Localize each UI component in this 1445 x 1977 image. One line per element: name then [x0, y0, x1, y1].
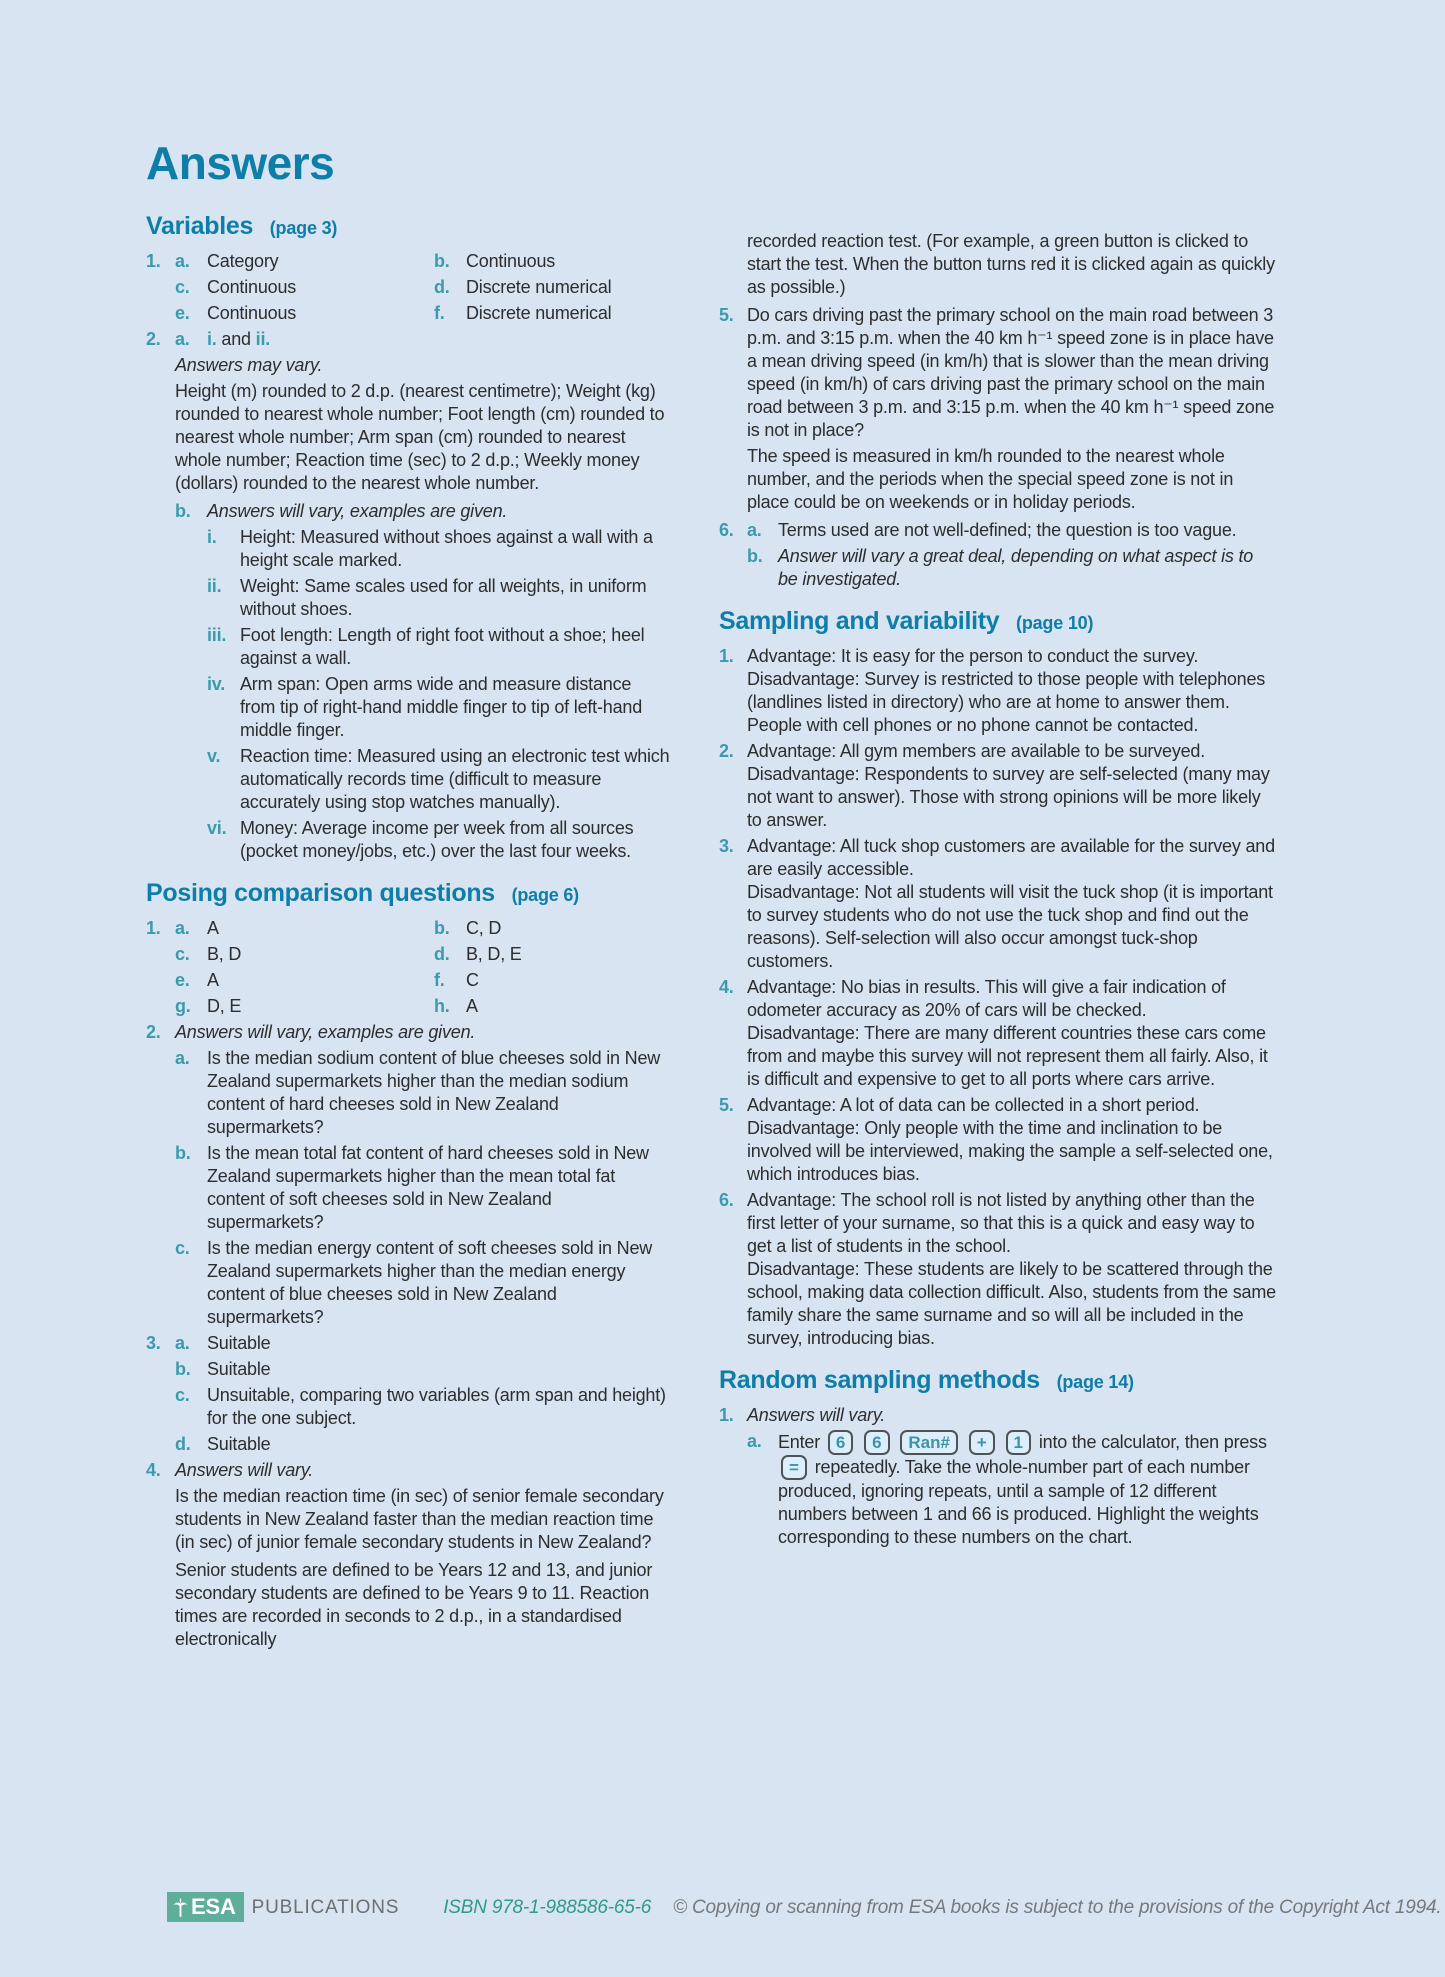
- answer-text: repeatedly. Take the whole-number part of each number produced, ignoring repeats, until a sample of 12 different numbers between 1 and 66 is produced. Highlight the weights corresponding to these numbers on the chart.: [778, 1457, 1259, 1547]
- answer-text: Is the mean total fat content of hard cheeses sold in New Zealand supermarkets higher than the mean total fat content of soft cheeses sold in New Zealand supermarkets?: [207, 1143, 649, 1232]
- answer-row: [719, 976, 1276, 1091]
- item-letter: b.: [175, 1359, 191, 1379]
- item-letter: a.: [175, 918, 190, 938]
- answer-text: Height: Measured without shoes against a wall with a height scale marked.: [240, 527, 653, 570]
- item-letter: b.: [747, 546, 763, 566]
- item-number: 6.: [719, 520, 734, 540]
- calculator-instruction: [778, 1430, 1276, 1549]
- answer-text: Arm span: Open arms wide and measure distance from tip of right-hand middle finger to tip of left-hand middle finger.: [240, 674, 643, 740]
- answer-text: Suitable: [207, 1359, 271, 1379]
- answer-text: [747, 740, 1276, 832]
- item-letter: g.: [175, 996, 191, 1016]
- page-ref: (page 3): [269, 218, 338, 238]
- item-letter: a.: [747, 520, 762, 540]
- italic-note: Answers will vary, examples are given.: [175, 1022, 476, 1042]
- answer-row: [146, 302, 670, 325]
- answer-paragraph: Is the median reaction time (in sec) of senior female secondary students in New Zealand faster than the median reaction time (in sec) of junior female secondary students in New Zealand?: [175, 1486, 664, 1552]
- page-ref: (page 6): [511, 885, 579, 905]
- item-number: 1.: [146, 918, 161, 938]
- answer-text: into the calculator, then press: [1038, 1432, 1267, 1452]
- item-letter: f.: [434, 970, 445, 990]
- section-title: Variables: [146, 212, 254, 240]
- esa-logo: [167, 1892, 244, 1922]
- answer-text: Discrete numerical: [466, 303, 612, 323]
- item-number: 4.: [719, 977, 734, 997]
- item-letter: a.: [747, 1431, 762, 1451]
- advantage-text: Advantage: All gym members are available to be surveyed.: [747, 741, 1206, 761]
- roman-marker: ii.: [207, 576, 222, 596]
- answer-row: [146, 673, 670, 742]
- page-ref: (page 14): [1056, 1372, 1134, 1392]
- answer-text: Discrete numerical: [466, 277, 612, 297]
- answer-text: D, E: [207, 996, 242, 1016]
- answer-text: Terms used are not well-defined; the question is too vague.: [778, 520, 1237, 540]
- page-ref: (page 10): [1016, 613, 1094, 633]
- item-letter: a.: [175, 329, 190, 349]
- section-heading-sampling: [719, 607, 1276, 637]
- answer-row: [719, 1430, 1276, 1549]
- item-letter: c.: [175, 1238, 190, 1258]
- item-letter: b.: [434, 918, 450, 938]
- answer-row: [146, 1142, 670, 1234]
- answer-row: [146, 917, 670, 940]
- answer-row: [146, 745, 670, 814]
- answer-row: [146, 995, 670, 1018]
- answer-text: C, D: [466, 918, 502, 938]
- roman-marker: i.: [207, 329, 217, 349]
- answer-text: [207, 328, 670, 351]
- calc-key-ran: Ran#: [900, 1430, 958, 1455]
- item-letter: e.: [175, 970, 190, 990]
- section-heading-posing: [146, 879, 670, 909]
- section-heading-random-sampling: [719, 1366, 1276, 1396]
- answer-text: Suitable: [207, 1434, 271, 1454]
- answer-text: [747, 1189, 1276, 1350]
- calc-key-equals: =: [781, 1455, 807, 1480]
- item-letter: b.: [434, 251, 450, 271]
- advantage-text: Advantage: The school roll is not listed by anything other than the first letter of your surname, so that this is a quick and easy way to get a list of students in the school.: [747, 1190, 1255, 1256]
- italic-note: Answers will vary.: [747, 1405, 886, 1425]
- answer-row: [146, 1021, 670, 1044]
- item-letter: e.: [175, 303, 190, 323]
- answer-paragraph: Senior students are defined to be Years 12 and 13, and junior secondary students are defined to be Years 9 to 11. Reaction times are recorded in seconds to 2 d.p., in a standardised electronically: [175, 1560, 653, 1649]
- section-title: Sampling and variability: [719, 607, 1000, 635]
- disadvantage-text: Disadvantage: Survey is restricted to those people with telephones (landlines listed in directory) who are at home to answer them. People with cell phones or no phone cannot be contacted.: [747, 669, 1266, 735]
- answer-text: Continuous: [207, 277, 297, 297]
- advantage-text: Advantage: No bias in results. This will give a fair indication of odometer accuracy as 20% of cars will be checked.: [747, 977, 1226, 1020]
- answer-text: A: [207, 970, 219, 990]
- item-number: 3.: [146, 1333, 161, 1353]
- page-title: Answers: [146, 137, 335, 189]
- section-title: Posing comparison questions: [146, 879, 495, 907]
- answer-text: Suitable: [207, 1333, 271, 1353]
- answer-row: [146, 575, 670, 621]
- calc-key-6: 6: [864, 1430, 889, 1455]
- italic-note: Answer will vary a great deal, depending on what aspect is to be investigated.: [778, 546, 1254, 589]
- item-number: 5.: [719, 305, 734, 325]
- roman-marker: ii.: [255, 329, 271, 349]
- calc-key-plus: +: [969, 1430, 995, 1455]
- item-number: 1.: [719, 646, 734, 666]
- answer-row: [719, 645, 1276, 737]
- answer-paragraph: recorded reaction test. (For example, a green button is clicked to start the test. When the button turns red it is clicked again as quickly as possible.): [747, 231, 1275, 297]
- advantage-text: Advantage: It is easy for the person to conduct the survey.: [747, 646, 1199, 666]
- answer-text: Continuous: [207, 303, 297, 323]
- answer-text: Money: Average income per week from all sources (pocket money/jobs, etc.) over the last four weeks.: [240, 818, 634, 861]
- answer-text: Enter: [778, 1432, 821, 1452]
- item-number: 4.: [146, 1460, 161, 1480]
- roman-marker: vi.: [207, 818, 227, 838]
- answer-row: [719, 1189, 1276, 1350]
- answer-text: B, D, E: [466, 944, 522, 964]
- item-letter: c.: [175, 944, 190, 964]
- advantage-text: Advantage: A lot of data can be collected in a short period.: [747, 1095, 1200, 1115]
- item-letter: c.: [175, 277, 190, 297]
- disadvantage-text: Disadvantage: These students are likely to be scattered through the school, making data collection difficult. Also, students from the same family share the same surname and so will all be included in the survey, introducing bias.: [747, 1259, 1276, 1348]
- answer-text: Is the median energy content of soft cheeses sold in New Zealand supermarkets higher than the median energy content of blue cheeses sold in New Zealand supermarkets?: [207, 1238, 653, 1327]
- answer-paragraph: The speed is measured in km/h rounded to the nearest whole number, and the periods when the special speed zone is not in place could be on weekends or in holiday periods.: [747, 446, 1234, 512]
- item-letter: b.: [175, 501, 191, 521]
- item-number: 3.: [719, 836, 734, 856]
- disadvantage-text: Disadvantage: Not all students will visit the tuck shop (it is important to survey students who do not use the tuck shop and find out the reasons). Self-selection will also occur amongst tuck-shop customers.: [747, 882, 1273, 971]
- item-number: 2.: [719, 741, 734, 761]
- italic-note: Answers may vary.: [175, 355, 323, 375]
- answer-row: [146, 1358, 670, 1381]
- item-letter: c.: [175, 1385, 190, 1405]
- esa-logo-text: ESA: [191, 1894, 236, 1919]
- item-letter: f.: [434, 303, 445, 323]
- item-number: 2.: [146, 1022, 161, 1042]
- answer-row: [146, 1433, 670, 1456]
- copyright-label: © Copying or scanning from ESA books is subject to the provisions of the Copyright Act 1994.: [673, 1896, 1442, 1918]
- answer-text: Foot length: Length of right foot without a shoe; heel against a wall.: [240, 625, 645, 668]
- roman-marker: v.: [207, 746, 221, 766]
- answer-row: [719, 835, 1276, 973]
- disadvantage-text: Disadvantage: There are many different countries these cars come from and maybe this survey will not represent them all fairly. Also, it is difficult and expensive to get to all ports where cars arrive.: [747, 1023, 1268, 1089]
- calc-key-6: 6: [828, 1430, 853, 1455]
- advantage-text: Advantage: All tuck shop customers are available for the survey and are easily accessible.: [747, 836, 1275, 879]
- italic-note: Answers will vary.: [175, 1460, 314, 1480]
- answer-row: [146, 328, 670, 351]
- answer-text: [747, 835, 1276, 973]
- item-number: 6.: [719, 1190, 734, 1210]
- answer-row: [719, 545, 1276, 591]
- section-title: Random sampling methods: [719, 1366, 1040, 1394]
- item-letter: a.: [175, 1048, 190, 1068]
- section-heading-variables: [146, 212, 670, 242]
- item-letter: b.: [175, 1143, 191, 1163]
- answer-text: A: [207, 918, 219, 938]
- answer-row: [146, 1332, 670, 1355]
- answer-text: Unsuitable, comparing two variables (arm span and height) for the one subject.: [207, 1385, 666, 1428]
- disadvantage-text: Disadvantage: Respondents to survey are self-selected (many may not want to answer). Those with strong opinions will be more likely to answer.: [747, 764, 1270, 830]
- answer-row: [146, 1459, 670, 1482]
- answer-row: [146, 943, 670, 966]
- answer-text: C: [466, 970, 479, 990]
- roman-marker: iii.: [207, 625, 227, 645]
- answer-row: [146, 969, 670, 992]
- answer-row: [146, 1384, 670, 1430]
- left-column: [146, 212, 670, 1656]
- item-letter: d.: [434, 944, 450, 964]
- answer-row: [146, 526, 670, 572]
- answer-text: Continuous: [466, 251, 556, 271]
- answer-text: Weight: Same scales used for all weights, in uniform without shoes.: [240, 576, 647, 619]
- answer-row: [146, 1237, 670, 1329]
- tree-icon: [173, 1898, 188, 1917]
- item-letter: a.: [175, 251, 190, 271]
- answer-row: [719, 1094, 1276, 1186]
- item-number: 5.: [719, 1095, 734, 1115]
- item-number: 2.: [146, 329, 161, 349]
- disadvantage-text: Disadvantage: Only people with the time and inclination to be involved will be interviewed, making the sample a self-selected one, which introduces bias.: [747, 1118, 1273, 1184]
- answer-text: B, D: [207, 944, 242, 964]
- answer-row: [719, 740, 1276, 832]
- answer-row: [719, 304, 1276, 442]
- answer-row: [719, 1404, 1276, 1427]
- answer-row: [146, 1047, 670, 1139]
- answer-text: [747, 1094, 1276, 1186]
- answer-row: [146, 276, 670, 299]
- answer-text: and: [221, 329, 251, 349]
- answer-text: Reaction time: Measured using an electronic test which automatically records time (difficult to measure accurately using stop watches manually).: [240, 746, 670, 812]
- isbn-label: ISBN 978-1-988586-65-6: [443, 1896, 652, 1918]
- page-footer: [167, 1892, 1442, 1922]
- item-letter: d.: [175, 1434, 191, 1454]
- calc-key-1: 1: [1006, 1430, 1031, 1455]
- answer-text: A: [466, 996, 478, 1016]
- answer-row: [146, 817, 670, 863]
- answer-text: [747, 645, 1276, 737]
- roman-marker: iv.: [207, 674, 226, 694]
- item-number: 1.: [146, 251, 161, 271]
- answer-row: [146, 500, 670, 523]
- answer-text: Is the median sodium content of blue cheeses sold in New Zealand supermarkets higher than the median sodium content of hard cheeses sold in New Zealand supermarkets?: [207, 1048, 661, 1137]
- publications-label: PUBLICATIONS: [251, 1896, 400, 1918]
- item-letter: h.: [434, 996, 450, 1016]
- answer-text: Category: [207, 251, 279, 271]
- roman-marker: i.: [207, 527, 217, 547]
- item-letter: d.: [434, 277, 450, 297]
- italic-note: Answers will vary, examples are given.: [207, 501, 508, 521]
- answer-row: [146, 624, 670, 670]
- answer-row: [146, 250, 670, 273]
- item-letter: a.: [175, 1333, 190, 1353]
- answer-text: [747, 976, 1276, 1091]
- right-column: [719, 230, 1276, 1552]
- answer-text: Do cars driving past the primary school on the main road between 3 p.m. and 3:15 p.m. when the 40 km h⁻¹ speed zone is in place have a mean driving speed (in km/h) that is slower than the mean driving speed (in km/h) of cars driving past the primary school on the main road between 3 p.m. and 3:15 p.m. when the 40 km h⁻¹ speed zone is not in place?: [747, 305, 1275, 440]
- answer-row: [719, 519, 1276, 542]
- answer-paragraph: Height (m) rounded to 2 d.p. (nearest centimetre); Weight (kg) rounded to nearest whole number; Foot length (cm) rounded to nearest whole number; Arm span (cm) rounded to nearest whole number; Reaction time (sec) to 2 d.p.; Weekly money (dollars) rounded to the nearest whole number.: [175, 381, 665, 493]
- item-number: 1.: [719, 1405, 734, 1425]
